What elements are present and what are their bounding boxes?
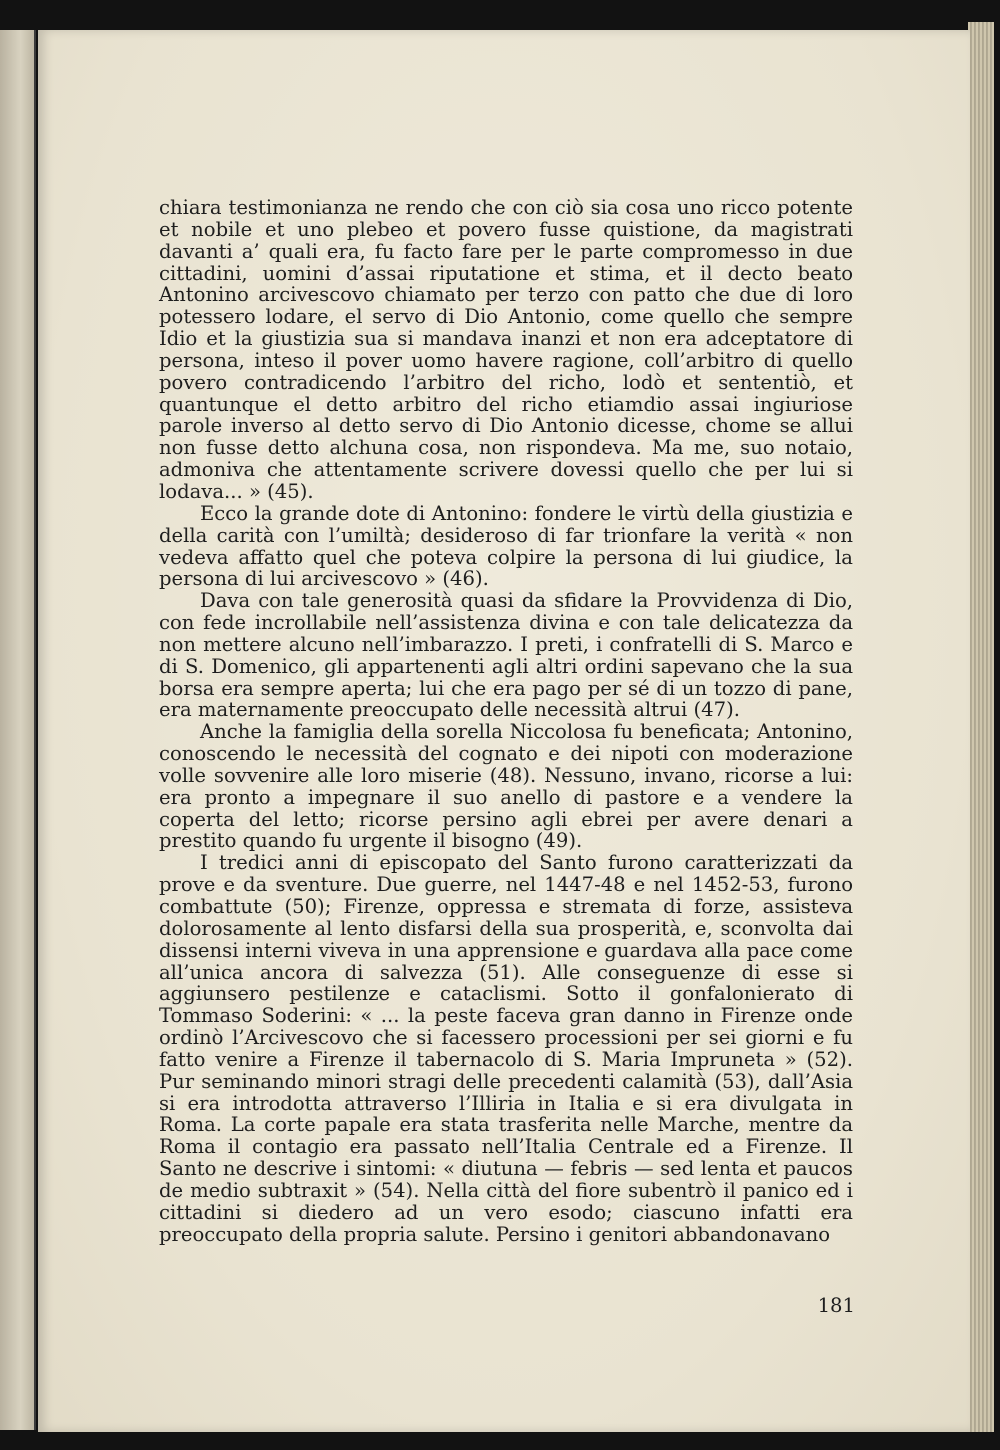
left-page-edge [0, 30, 36, 1430]
paragraph-dava: Dava con tale generosità quasi da sfidare la Provvidenza di Dio, con fede incrollabile nell’assistenza divina e con tale delicatezza da non mettere alcuno nell’imbarazzo. I preti, i confratelli di S. Marco e di S. Domenico, gli appartenenti agli altri ordini sapevano che la sua borsa era sempre aperta; lui che era pago per sé di un tozzo di pane, era maternamente preoccupato delle necessità altrui (47). [159, 589, 853, 722]
page-number: 181 [817, 1294, 855, 1317]
paragraph-ecco: Ecco la grande dote di Antonino: fondere le virtù della giustizia e della carità con l’umiltà; desideroso di far trionfare la verità « non vedeva affatto quel che poteva colpire la persona di lui giudice, la persona di lui arcivescovo » (46). [159, 501, 853, 591]
paragraph-anche: Anche la famiglia della sorella Niccolosa fu beneficata; Antonino, conoscendo le necessità del cognato e dei nipoti con moderazione volle sovvenire alle loro miserie (48). Nessuno, invano, ricorse a lui: era pronto a impegnare il suo anello di pastore e a vendere la coperta del letto; ricorse persino agli ebrei per avere denari a prestito quando fu urgente il bisogno (49). [159, 720, 853, 853]
book-page [38, 30, 970, 1432]
paragraph-tredici-anni: I tredici anni di episcopato del Santo furono caratterizzati da prove e da sventure. Due guerre, nel 1447-48 e nel 1452-53, furono combattute (50); Firenze, oppressa e stremata di forze, assisteva dolorosamente al lento disfarsi della sua prosperità, e, sconvolta dai dissensi interni viveva in una apprensione e guardava alla pace come all’unica ancora di salvezza (51). Alle conseguenze di esse si aggiunsero pestilenze e cataclismi. Sotto il gonfalonierato di Tommaso Soderini: « ... la peste faceva gran danno in Firenze onde ordinò l’Arcivescovo che si facessero processioni per sei giorni e fu fatto venire a Firenze il tabernacolo di S. Maria Impruneta » (52). Pur seminando minori stragi delle precedenti calamità (53), dall’Asia si era introdotta attraverso l’Illiria in Italia e si era divulgata in Roma. La corte papale era stata trasferita nelle Marche, mentre da Roma il contagio era passato nell’Italia Centrale ed a Firenze. Il Santo ne descrive i sintomi: « diutuna — febris — sed lenta et paucos de medio subtraxit » (54). Nella città del fiore subentrò il panico ed i cittadini si diedero ad un vero esodo; ciascuno infatti era preoccupato della propria salute. Persino i genitori abbandonavano [159, 851, 853, 1246]
paragraph-quote-continuation: chiara testimonianza ne rendo che con ciò sia cosa uno ricco potente et nobile et uno plebeo et povero fusse quistione, da magistrati davanti a’ quali era, fu facto fare per le parte compromesso in due cittadini, uomini d’assai riputatione et stima, et il decto beato Antonino arcivescovo chiamato per terzo con patto che due di loro potessero lodare, el servo di Dio Antonio, come quello che sempre Idio et la giustizia sua si mandava inanzi et non era adceptatore di persona, inteso il pover uomo havere ragione, coll’arbitro di quello povero contradicendo l’arbitro del richo, lodò et sententiò, et quantunque el detto arbitro del richo etiamdio assai ingiuriose parole inverso al detto servo di Dio Antonio dicesse, chome se allui non fusse detto alchuna cosa, non rispondeva. Ma me, suo notaio, admoniva che attentamente scrivere dovessi quello che per lui si lodava... » (45). [159, 196, 853, 503]
body-text [159, 197, 853, 1246]
page-stack-edges [968, 22, 994, 1432]
